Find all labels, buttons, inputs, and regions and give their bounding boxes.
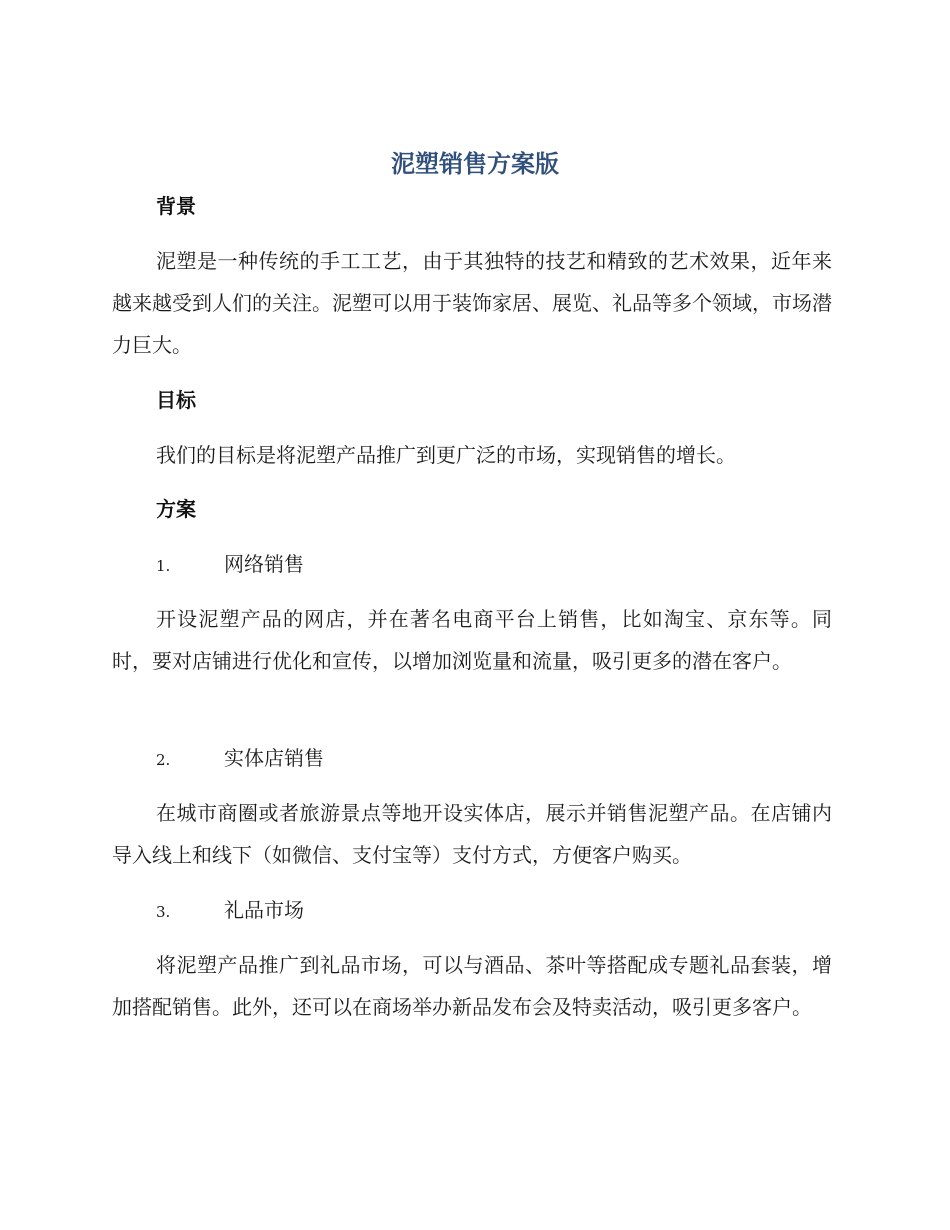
paragraph-store-sales: 在城市商圈或者旅游景点等地开设实体店，展示并销售泥塑产品。在店铺内导入线上和线下（如微信、支付宝等）支付方式，方便客户购买。 xyxy=(112,801,832,867)
list-label: 网络销售 xyxy=(224,552,304,576)
section-heading-background: 背景 xyxy=(156,194,196,218)
list-item-3 xyxy=(156,895,304,927)
list-label: 实体店销售 xyxy=(224,746,324,770)
paragraph-goal: 我们的目标是将泥塑产品推广到更广泛的市场，实现销售的增长。 xyxy=(156,443,736,467)
section-heading-goal: 目标 xyxy=(156,388,196,412)
list-item-1 xyxy=(156,549,304,581)
paragraph-online-sales: 开设泥塑产品的网店，并在著名电商平台上销售，比如淘宝、京东等。同时，要对店铺进行优化和宣传，以增加浏览量和流量，吸引更多的潜在客户。 xyxy=(112,607,832,673)
list-number: 1. xyxy=(156,557,171,575)
section-heading-plan: 方案 xyxy=(156,497,196,521)
list-number: 2. xyxy=(156,751,171,769)
list-item-2 xyxy=(156,743,324,775)
list-number: 3. xyxy=(156,903,171,921)
document-title: 泥塑销售方案版 xyxy=(391,150,559,178)
paragraph-gift-market: 将泥塑产品推广到礼品市场，可以与酒品、茶叶等搭配成专题礼品套装，增加搭配销售。此外，还可以在商场举办新品发布会及特卖活动，吸引更多客户。 xyxy=(112,953,832,1019)
list-label: 礼品市场 xyxy=(224,898,304,922)
paragraph-background: 泥塑是一种传统的手工工艺，由于其独特的技艺和精致的艺术效果，近年来越来越受到人们的关注。泥塑可以用于装饰家居、展览、礼品等多个领域，市场潜力巨大。 xyxy=(112,249,832,357)
